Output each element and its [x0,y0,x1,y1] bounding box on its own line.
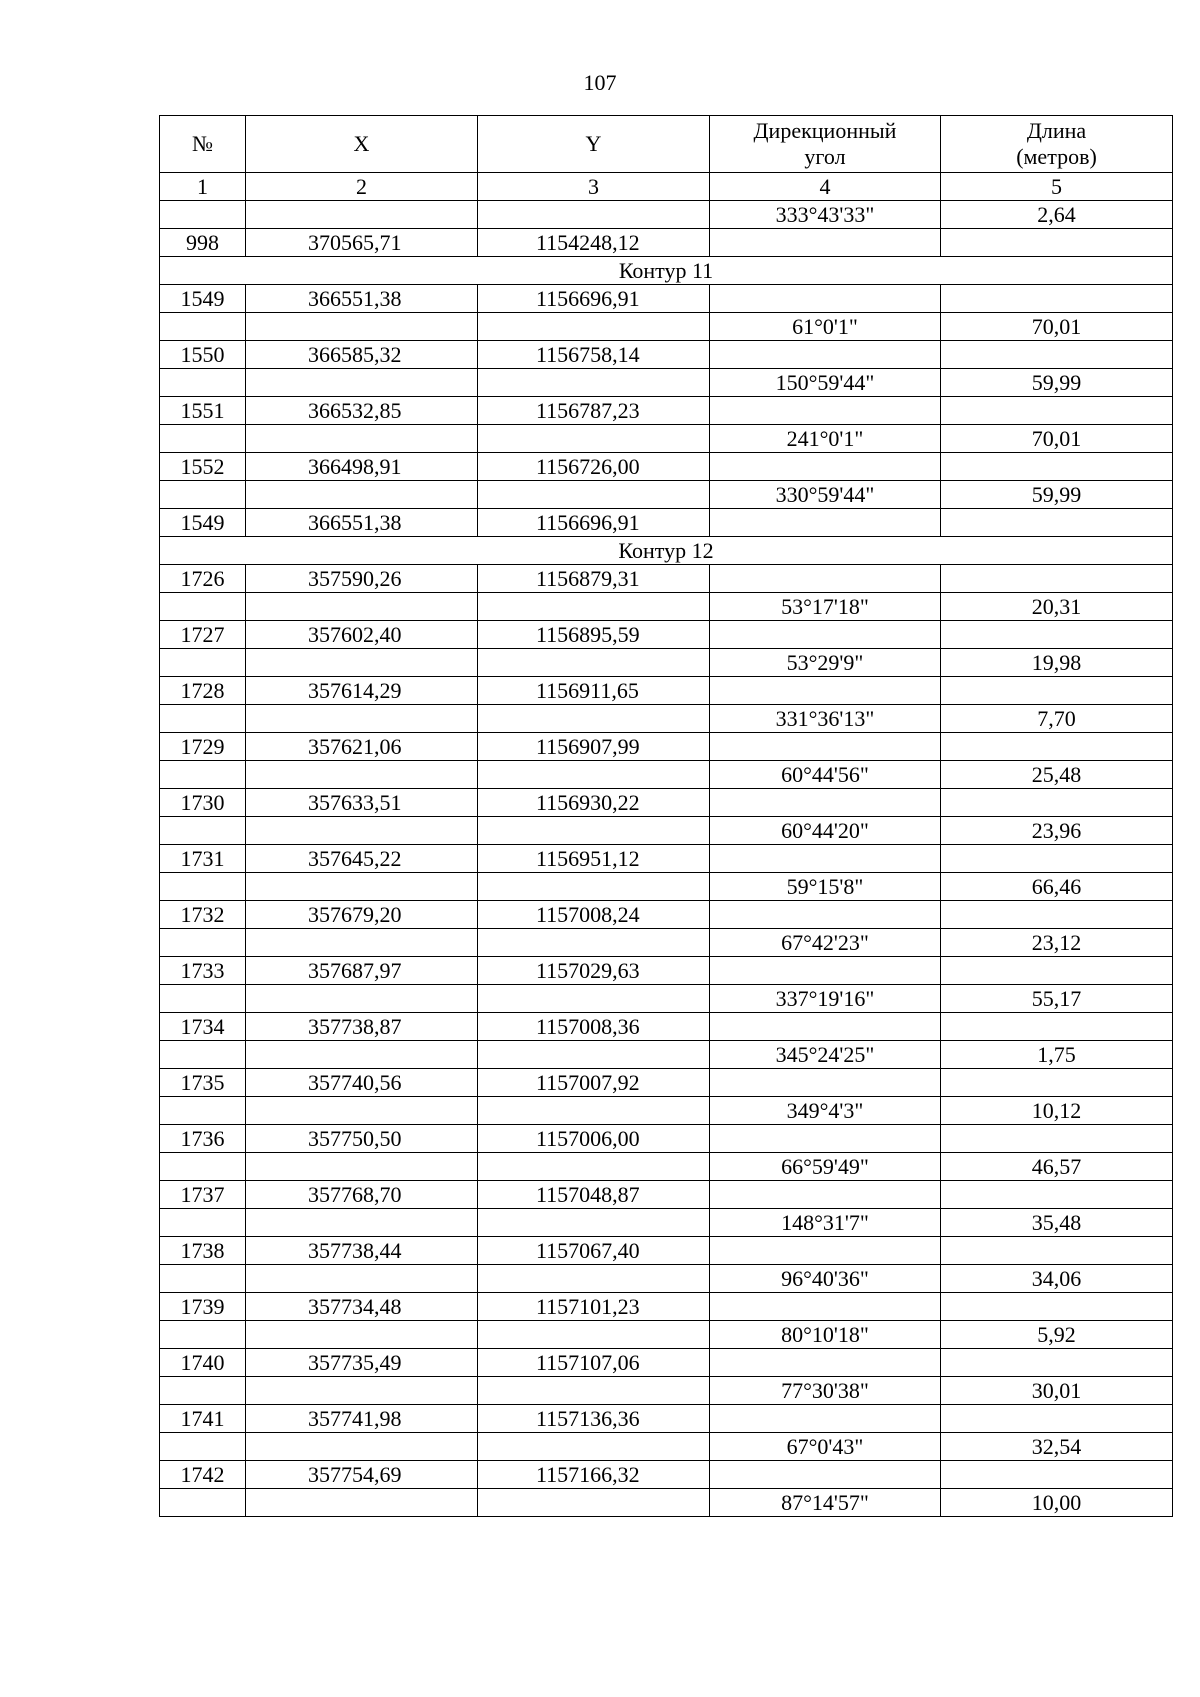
point-row [160,341,1173,369]
empty-cell [941,1069,1173,1097]
point-row [160,509,1173,537]
empty-cell [246,593,478,621]
empty-cell [160,1041,246,1069]
coordinate-x: 366498,91 [246,453,478,481]
coordinate-x: 357734,48 [246,1293,478,1321]
empty-cell [941,1461,1173,1489]
point-number: 1740 [160,1349,246,1377]
coordinate-y: 1156930,22 [478,789,710,817]
empty-cell [710,733,941,761]
empty-cell [246,1209,478,1237]
empty-cell [160,649,246,677]
point-number: 1728 [160,677,246,705]
empty-cell [478,1153,710,1181]
direction-angle: 330°59'44" [710,481,941,509]
segment-length: 10,12 [941,1097,1173,1125]
point-row [160,677,1173,705]
empty-cell [941,789,1173,817]
empty-cell [941,677,1173,705]
empty-cell [710,621,941,649]
empty-cell [478,481,710,509]
point-number: 1552 [160,453,246,481]
empty-cell [160,313,246,341]
point-row [160,789,1173,817]
coordinate-x: 366585,32 [246,341,478,369]
coordinate-x: 370565,71 [246,229,478,257]
point-number: 1727 [160,621,246,649]
empty-cell [478,1433,710,1461]
coordinate-y: 1157067,40 [478,1237,710,1265]
point-number: 1726 [160,565,246,593]
contour-row [160,257,1173,285]
empty-cell [246,1377,478,1405]
coordinate-y: 1154248,12 [478,229,710,257]
coordinate-x: 357741,98 [246,1405,478,1433]
coordinate-x: 366532,85 [246,397,478,425]
point-number: 1550 [160,341,246,369]
point-row [160,957,1173,985]
segment-length: 34,06 [941,1265,1173,1293]
empty-cell [710,341,941,369]
segment-row [160,1153,1173,1181]
empty-cell [160,1489,246,1517]
segment-length: 5,92 [941,1321,1173,1349]
empty-cell [478,425,710,453]
segment-length: 23,96 [941,817,1173,845]
point-row [160,565,1173,593]
direction-angle: 77°30'38" [710,1377,941,1405]
point-number: 1730 [160,789,246,817]
empty-cell [478,313,710,341]
header-length-line1: Длина [1026,118,1087,143]
empty-cell [246,1321,478,1349]
segment-row [160,1041,1173,1069]
point-row [160,733,1173,761]
segment-row [160,593,1173,621]
direction-angle: 53°29'9" [710,649,941,677]
empty-cell [478,817,710,845]
coordinate-y: 1157029,63 [478,957,710,985]
page-number: 107 [583,70,617,95]
segment-length: 32,54 [941,1433,1173,1461]
segment-length: 10,00 [941,1489,1173,1517]
point-row [160,1349,1173,1377]
coordinate-x: 357738,44 [246,1237,478,1265]
empty-cell [246,705,478,733]
empty-cell [478,593,710,621]
empty-cell [710,453,941,481]
coordinate-x: 357633,51 [246,789,478,817]
coordinate-x: 357768,70 [246,1181,478,1209]
empty-cell [160,369,246,397]
empty-cell [710,1125,941,1153]
point-number: 1731 [160,845,246,873]
empty-cell [246,313,478,341]
coordinate-y: 1156726,00 [478,453,710,481]
coordinate-y: 1157008,24 [478,901,710,929]
segment-row [160,817,1173,845]
point-number: 998 [160,229,246,257]
coordinate-y: 1157166,32 [478,1461,710,1489]
coordinate-y: 1157007,92 [478,1069,710,1097]
direction-angle: 60°44'20" [710,817,941,845]
coordinate-y: 1156787,23 [478,397,710,425]
coordinate-x: 357621,06 [246,733,478,761]
empty-cell [478,649,710,677]
coordinate-x: 357740,56 [246,1069,478,1097]
empty-cell [941,509,1173,537]
segment-length: 2,64 [941,201,1173,229]
empty-cell [246,985,478,1013]
segment-length: 20,31 [941,593,1173,621]
direction-angle: 80°10'18" [710,1321,941,1349]
empty-cell [160,817,246,845]
segment-length: 59,99 [941,369,1173,397]
segment-row [160,985,1173,1013]
empty-cell [160,593,246,621]
point-row [160,845,1173,873]
header-direction-angle [710,116,941,173]
empty-cell [710,677,941,705]
empty-cell [710,1293,941,1321]
empty-cell [710,1237,941,1265]
segment-length: 70,01 [941,425,1173,453]
empty-cell [478,201,710,229]
segment-row [160,1321,1173,1349]
empty-cell [710,229,941,257]
empty-cell [160,705,246,733]
empty-cell [246,1153,478,1181]
segment-row [160,929,1173,957]
direction-angle: 60°44'56" [710,761,941,789]
contour-label: Контур 11 [160,257,1173,285]
coordinate-y: 1157008,36 [478,1013,710,1041]
empty-cell [710,789,941,817]
point-row [160,397,1173,425]
segment-row [160,705,1173,733]
empty-cell [246,1041,478,1069]
empty-cell [160,985,246,1013]
point-row [160,229,1173,257]
empty-cell [478,873,710,901]
empty-cell [941,1293,1173,1321]
coordinate-y: 1157107,06 [478,1349,710,1377]
empty-cell [478,1321,710,1349]
point-number: 1739 [160,1293,246,1321]
direction-angle: 61°0'1" [710,313,941,341]
point-row [160,453,1173,481]
segment-row [160,1265,1173,1293]
empty-cell [246,1265,478,1293]
point-row [160,1405,1173,1433]
coordinate-y: 1156758,14 [478,341,710,369]
header-y: Y [478,116,710,173]
empty-cell [160,929,246,957]
header-length-line2: (метров) [1016,144,1097,169]
empty-cell [160,873,246,901]
contour-label: Контур 12 [160,537,1173,565]
point-number: 1549 [160,509,246,537]
empty-cell [160,761,246,789]
empty-cell [246,369,478,397]
empty-cell [941,1405,1173,1433]
segment-row [160,1097,1173,1125]
point-number: 1736 [160,1125,246,1153]
empty-cell [160,1321,246,1349]
empty-cell [710,1349,941,1377]
coordinate-y: 1156951,12 [478,845,710,873]
point-number: 1738 [160,1237,246,1265]
segment-length: 70,01 [941,313,1173,341]
direction-angle: 148°31'7" [710,1209,941,1237]
segment-length: 35,48 [941,1209,1173,1237]
empty-cell [941,957,1173,985]
empty-cell [478,1377,710,1405]
segment-row [160,1433,1173,1461]
empty-cell [941,845,1173,873]
contour-row [160,537,1173,565]
direction-angle: 67°42'23" [710,929,941,957]
empty-cell [478,1209,710,1237]
coordinate-x: 357687,97 [246,957,478,985]
segment-row [160,1489,1173,1517]
segment-length: 25,48 [941,761,1173,789]
point-row [160,1125,1173,1153]
empty-cell [246,481,478,509]
empty-cell [941,341,1173,369]
segment-row [160,481,1173,509]
coordinates-table [159,115,1173,1517]
point-row [160,285,1173,313]
point-row [160,1237,1173,1265]
empty-cell [478,705,710,733]
direction-angle: 241°0'1" [710,425,941,453]
empty-cell [710,845,941,873]
segment-row [160,201,1173,229]
empty-cell [941,901,1173,929]
coordinate-x: 357754,69 [246,1461,478,1489]
point-number: 1737 [160,1181,246,1209]
empty-cell [710,901,941,929]
segment-length: 7,70 [941,705,1173,733]
point-number: 1551 [160,397,246,425]
segment-row [160,649,1173,677]
segment-row [160,1209,1173,1237]
direction-angle: 337°19'16" [710,985,941,1013]
coordinate-y: 1156879,31 [478,565,710,593]
direction-angle: 345°24'25" [710,1041,941,1069]
empty-cell [710,509,941,537]
empty-cell [710,1069,941,1097]
direction-angle: 331°36'13" [710,705,941,733]
empty-cell [710,1405,941,1433]
empty-cell [941,1013,1173,1041]
empty-cell [478,985,710,1013]
empty-cell [941,565,1173,593]
header-direction-angle-line1: Дирекционный [753,118,897,143]
header-x: X [246,116,478,173]
point-row [160,1461,1173,1489]
empty-cell [941,453,1173,481]
coordinate-x: 357645,22 [246,845,478,873]
point-row [160,901,1173,929]
empty-cell [710,957,941,985]
empty-cell [246,1433,478,1461]
direction-angle: 333°43'33" [710,201,941,229]
segment-length: 30,01 [941,1377,1173,1405]
segment-length: 59,99 [941,481,1173,509]
empty-cell [246,873,478,901]
empty-cell [941,397,1173,425]
empty-cell [941,1181,1173,1209]
direction-angle: 349°4'3" [710,1097,941,1125]
empty-cell [478,761,710,789]
empty-cell [160,425,246,453]
direction-angle: 67°0'43" [710,1433,941,1461]
empty-cell [710,565,941,593]
segment-row [160,761,1173,789]
empty-cell [941,229,1173,257]
column-index: 2 [246,173,478,201]
coordinate-y: 1157101,23 [478,1293,710,1321]
empty-cell [160,481,246,509]
header-length [941,116,1173,173]
segment-row [160,313,1173,341]
empty-cell [710,1181,941,1209]
direction-angle: 150°59'44" [710,369,941,397]
empty-cell [478,929,710,957]
coordinate-y: 1156696,91 [478,285,710,313]
empty-cell [160,1097,246,1125]
empty-cell [160,1433,246,1461]
empty-cell [941,1349,1173,1377]
point-row [160,1293,1173,1321]
point-number: 1741 [160,1405,246,1433]
empty-cell [246,1097,478,1125]
coordinate-x: 357614,29 [246,677,478,705]
point-row [160,1181,1173,1209]
segment-row [160,873,1173,901]
empty-cell [160,1153,246,1181]
empty-cell [160,1209,246,1237]
empty-cell [478,369,710,397]
coordinate-y: 1157006,00 [478,1125,710,1153]
coordinate-y: 1156895,59 [478,621,710,649]
empty-cell [246,201,478,229]
direction-angle: 66°59'49" [710,1153,941,1181]
column-index: 1 [160,173,246,201]
column-index: 5 [941,173,1173,201]
empty-cell [941,285,1173,313]
empty-cell [941,1237,1173,1265]
column-index: 4 [710,173,941,201]
empty-cell [246,649,478,677]
coordinate-x: 357735,49 [246,1349,478,1377]
point-number: 1735 [160,1069,246,1097]
empty-cell [246,817,478,845]
point-number: 1729 [160,733,246,761]
empty-cell [160,1265,246,1293]
coordinate-x: 357750,50 [246,1125,478,1153]
empty-cell [246,929,478,957]
point-number: 1742 [160,1461,246,1489]
empty-cell [710,397,941,425]
segment-length: 55,17 [941,985,1173,1013]
coordinate-y: 1156911,65 [478,677,710,705]
direction-angle: 59°15'8" [710,873,941,901]
segment-length: 46,57 [941,1153,1173,1181]
segment-length: 23,12 [941,929,1173,957]
empty-cell [246,1489,478,1517]
segment-row [160,1377,1173,1405]
coordinate-x: 366551,38 [246,285,478,313]
coordinate-x: 357590,26 [246,565,478,593]
coordinate-x: 357679,20 [246,901,478,929]
point-number: 1732 [160,901,246,929]
column-index-row [160,173,1173,201]
empty-cell [246,425,478,453]
direction-angle: 87°14'57" [710,1489,941,1517]
empty-cell [941,621,1173,649]
coordinate-x: 366551,38 [246,509,478,537]
empty-cell [160,201,246,229]
empty-cell [941,1125,1173,1153]
direction-angle: 96°40'36" [710,1265,941,1293]
empty-cell [941,733,1173,761]
empty-cell [710,1013,941,1041]
direction-angle: 53°17'18" [710,593,941,621]
point-row [160,1013,1173,1041]
point-number: 1733 [160,957,246,985]
empty-cell [246,761,478,789]
table-body [160,201,1173,1517]
segment-length: 66,46 [941,873,1173,901]
header-direction-angle-line2: угол [804,144,846,169]
empty-cell [710,285,941,313]
empty-cell [478,1041,710,1069]
point-number: 1734 [160,1013,246,1041]
point-number: 1549 [160,285,246,313]
point-row [160,1069,1173,1097]
coordinate-y: 1157048,87 [478,1181,710,1209]
empty-cell [478,1265,710,1293]
empty-cell [160,1377,246,1405]
empty-cell [478,1097,710,1125]
table-header-row [160,116,1173,173]
coordinate-y: 1157136,36 [478,1405,710,1433]
coordinate-y: 1156907,99 [478,733,710,761]
segment-row [160,425,1173,453]
header-number: № [160,116,246,173]
coordinate-y: 1156696,91 [478,509,710,537]
column-index: 3 [478,173,710,201]
segment-length: 1,75 [941,1041,1173,1069]
coordinate-x: 357738,87 [246,1013,478,1041]
coordinate-x: 357602,40 [246,621,478,649]
empty-cell [710,1461,941,1489]
point-row [160,621,1173,649]
empty-cell [478,1489,710,1517]
segment-row [160,369,1173,397]
segment-length: 19,98 [941,649,1173,677]
